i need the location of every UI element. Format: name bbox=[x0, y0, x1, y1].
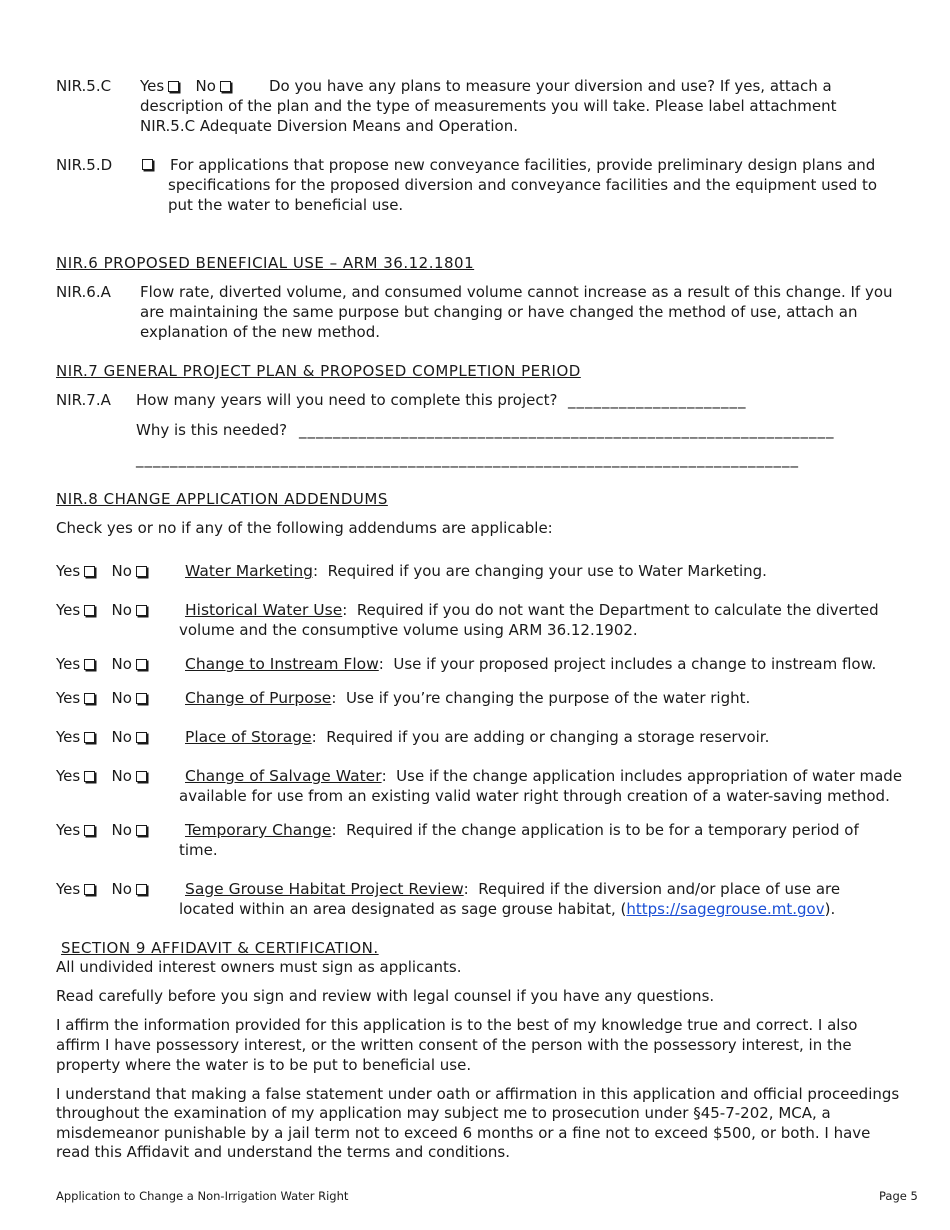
nir5d-code: NIR.5.D bbox=[56, 156, 113, 174]
addendum-desc: Use if the change application includes appropriation of water made bbox=[396, 767, 903, 785]
nir5d-text2: specifications for the proposed diversion and conveyance facilities and the equipment used to bbox=[168, 176, 878, 194]
addendum-yes-label: Yes bbox=[56, 880, 81, 898]
addendum-title: Water Marketing bbox=[185, 562, 313, 580]
section9-p3-line3: property where the water is to be put to beneficial use. bbox=[56, 1056, 472, 1074]
addendum-options bbox=[56, 820, 149, 840]
addendum-yes-label: Yes bbox=[56, 767, 81, 785]
addendum-options bbox=[56, 879, 149, 899]
addendum-desc: Required if you do not want the Department to calculate the diverted bbox=[356, 601, 879, 619]
addendum-yes-checkbox[interactable] bbox=[84, 732, 95, 743]
addendum-desc: Use if you’re changing the purpose of the water right. bbox=[345, 689, 751, 707]
addendum-no-label: No bbox=[111, 880, 132, 898]
addendum-line1: Historical Water Use: Required if you do not want the Department to calculate the diverted bbox=[185, 601, 879, 619]
nir5c-options bbox=[140, 76, 233, 96]
addendum-no-checkbox[interactable] bbox=[136, 659, 147, 670]
addendum-title: Change to Instream Flow bbox=[185, 655, 379, 673]
addendum-yes-checkbox[interactable] bbox=[84, 566, 95, 577]
addendum-no-checkbox[interactable] bbox=[136, 693, 147, 704]
addendum-no-checkbox[interactable] bbox=[136, 566, 147, 577]
section9-p3-line1: I affirm the information provided for this application is to the best of my knowledge true and correct. I also bbox=[56, 1016, 858, 1034]
addendum-yes-checkbox[interactable] bbox=[84, 693, 95, 704]
nir5d-checkbox[interactable] bbox=[142, 159, 153, 170]
nir5c-no-label: No bbox=[195, 77, 216, 95]
nir5d-text3: put the water to beneficial use. bbox=[168, 196, 404, 214]
addendum-line2 bbox=[179, 899, 835, 919]
nir7a-code: NIR.7.A bbox=[56, 391, 111, 409]
addendum-desc-cont: located within an area designated as sage grouse habitat, ( bbox=[179, 900, 627, 918]
addendum-line2 bbox=[179, 786, 890, 806]
addendum-title: Sage Grouse Habitat Project Review bbox=[185, 880, 464, 898]
addendum-yes-checkbox[interactable] bbox=[84, 659, 95, 670]
addendum-line1: Change of Purpose: Use if you’re changing the purpose of the water right. bbox=[185, 689, 751, 707]
nir6a-text2: are maintaining the same purpose but changing or have changed the method of use, attach an bbox=[140, 303, 858, 321]
addendum-no-label: No bbox=[111, 689, 132, 707]
nir7a-question-why: Why is this needed? bbox=[136, 421, 288, 439]
nir7a-why-blank-line2[interactable]: ______________________________________________________________________________ bbox=[136, 450, 799, 468]
addendum-no-label: No bbox=[111, 655, 132, 673]
addendum-yes-label: Yes bbox=[56, 821, 81, 839]
addendum-options bbox=[56, 561, 149, 581]
addendum-no-label: No bbox=[111, 728, 132, 746]
addendum-title: Place of Storage bbox=[185, 728, 312, 746]
addendum-no-label: No bbox=[111, 562, 132, 580]
addendum-line2 bbox=[179, 840, 218, 860]
footer-title: Application to Change a Non-Irrigation Water Right bbox=[56, 1189, 349, 1203]
nir5c-text1: Do you have any plans to measure your diversion and use? If yes, attach a bbox=[269, 77, 832, 95]
addendum-title: Change of Salvage Water bbox=[185, 767, 382, 785]
addendum-desc: Required if you are changing your use to Water Marketing. bbox=[327, 562, 767, 580]
addendum-no-label: No bbox=[111, 601, 132, 619]
addendum-no-label: No bbox=[111, 821, 132, 839]
addendum-title: Historical Water Use bbox=[185, 601, 343, 619]
nir6-heading: NIR.6 PROPOSED BENEFICIAL USE – ARM 36.12.1801 bbox=[56, 254, 475, 272]
addendum-line1: Water Marketing: Required if you are changing your use to Water Marketing. bbox=[185, 562, 767, 580]
addendum-yes-checkbox[interactable] bbox=[84, 605, 95, 616]
addendum-desc: Required if the change application is to be for a temporary period of bbox=[346, 821, 859, 839]
addendum-desc-cont: time. bbox=[179, 841, 218, 859]
section9-p4-line3: misdemeanor punishable by a jail term not to exceed 6 months or a fine not to exceed $500, or both. I have bbox=[56, 1124, 871, 1142]
nir7-heading: NIR.7 GENERAL PROJECT PLAN & PROPOSED COMPLETION PERIOD bbox=[56, 362, 581, 380]
addendum-desc: Use if your proposed project includes a change to instream flow. bbox=[393, 655, 877, 673]
addendum-yes-label: Yes bbox=[56, 601, 81, 619]
addendum-options bbox=[56, 600, 149, 620]
addendum-line1: Change of Salvage Water: Use if the change application includes appropriation of water made bbox=[185, 767, 903, 785]
nir8-intro: Check yes or no if any of the following addendums are applicable: bbox=[56, 519, 553, 537]
nir6a-text1: Flow rate, diverted volume, and consumed volume cannot increase as a result of this change. If you bbox=[140, 283, 893, 301]
addendum-options bbox=[56, 654, 149, 674]
addendum-yes-checkbox[interactable] bbox=[84, 825, 95, 836]
nir7a-years-blank[interactable]: _____________________ bbox=[568, 391, 747, 409]
addendum-no-checkbox[interactable] bbox=[136, 884, 147, 895]
footer-page-number: Page 5 bbox=[879, 1189, 918, 1203]
nir6a-text3: explanation of the new method. bbox=[140, 323, 380, 341]
nir5c-text3: NIR.5.C Adequate Diversion Means and Operation. bbox=[140, 117, 518, 135]
addendum-no-label: No bbox=[111, 767, 132, 785]
addendum-line1: Sage Grouse Habitat Project Review: Required if the diversion and/or place of use are bbox=[185, 880, 841, 898]
nir5d-text1: For applications that propose new conveyance facilities, provide preliminary design plans and bbox=[170, 156, 876, 174]
addendum-line1: Place of Storage: Required if you are adding or changing a storage reservoir. bbox=[185, 728, 770, 746]
addendum-desc-cont: volume and the consumptive volume using ARM 36.12.1902. bbox=[179, 621, 638, 639]
section9-p4-line2: throughout the examination of my application may subject me to prosecution under §45-7-202, MCA, a bbox=[56, 1104, 831, 1122]
addendum-no-checkbox[interactable] bbox=[136, 771, 147, 782]
addendum-title: Change of Purpose bbox=[185, 689, 332, 707]
nir7a-question-years: How many years will you need to complete this project? bbox=[136, 391, 558, 409]
addendum-yes-label: Yes bbox=[56, 728, 81, 746]
addendum-no-checkbox[interactable] bbox=[136, 825, 147, 836]
addendum-line2 bbox=[179, 620, 638, 640]
section9-heading: SECTION 9 AFFIDAVIT & CERTIFICATION. bbox=[61, 939, 379, 957]
addendum-yes-label: Yes bbox=[56, 655, 81, 673]
addendum-desc: Required if the diversion and/or place of use are bbox=[478, 880, 841, 898]
nir6a-code: NIR.6.A bbox=[56, 283, 111, 301]
section9-p4-line4: read this Affidavit and understand the terms and conditions. bbox=[56, 1143, 510, 1161]
addendum-title: Temporary Change bbox=[185, 821, 332, 839]
addendum-options bbox=[56, 727, 149, 747]
nir5c-code: NIR.5.C bbox=[56, 77, 112, 95]
nir5c-yes-checkbox[interactable] bbox=[168, 81, 179, 92]
addendum-line1: Change to Instream Flow: Use if your proposed project includes a change to instream flow. bbox=[185, 655, 877, 673]
addendum-desc-cont: available for use from an existing valid water right through creation of a water-saving method. bbox=[179, 787, 890, 805]
section9-p3-line2: affirm I have possessory interest, or the written consent of the person with the possessory interest, in the bbox=[56, 1036, 852, 1054]
addendum-desc: Required if you are adding or changing a storage reservoir. bbox=[326, 728, 770, 746]
addendum-yes-label: Yes bbox=[56, 689, 81, 707]
addendum-yes-label: Yes bbox=[56, 562, 81, 580]
addendum-line1: Temporary Change: Required if the change application is to be for a temporary period of bbox=[185, 821, 859, 839]
nir8-heading: NIR.8 CHANGE APPLICATION ADDENDUMS bbox=[56, 490, 388, 508]
nir5c-text2: description of the plan and the type of measurements you will take. Please label attachment bbox=[140, 97, 837, 115]
sage-grouse-tail: ). bbox=[824, 900, 836, 918]
section9-p1: All undivided interest owners must sign as applicants. bbox=[56, 958, 462, 976]
addendum-options bbox=[56, 688, 149, 708]
addendum-yes-checkbox[interactable] bbox=[84, 771, 95, 782]
addendum-no-checkbox[interactable] bbox=[136, 605, 147, 616]
section9-p4-line1: I understand that making a false statement under oath or affirmation in this application and official proceedings bbox=[56, 1085, 900, 1103]
addendum-options bbox=[56, 766, 149, 786]
nir5c-no-checkbox[interactable] bbox=[220, 81, 231, 92]
addendum-yes-checkbox[interactable] bbox=[84, 884, 95, 895]
sage-grouse-link[interactable]: https://sagegrouse.mt.gov bbox=[626, 900, 825, 918]
addendum-no-checkbox[interactable] bbox=[136, 732, 147, 743]
nir7a-why-blank[interactable]: _______________________________________________________________ bbox=[299, 421, 835, 439]
section9-p2: Read carefully before you sign and review with legal counsel if you have any questions. bbox=[56, 987, 715, 1005]
nir5c-yes-label: Yes bbox=[140, 77, 165, 95]
